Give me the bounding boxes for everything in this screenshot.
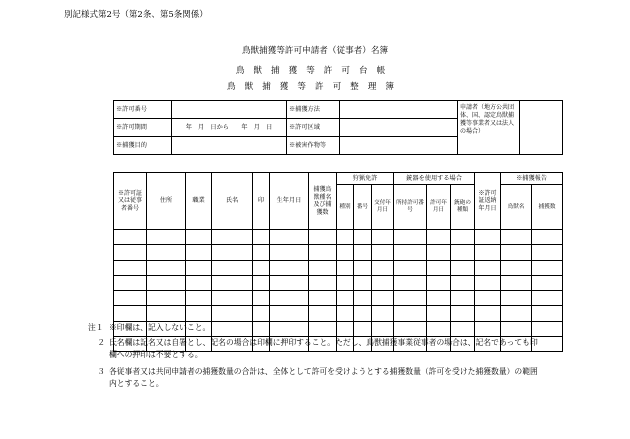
roster-cell[interactable]	[475, 291, 501, 306]
roster-cell[interactable]	[372, 291, 394, 306]
roster-cell[interactable]	[270, 306, 309, 321]
roster-cell[interactable]	[309, 275, 337, 290]
permit-period-label: ※許可期間	[114, 119, 172, 137]
roster-cell[interactable]	[147, 245, 186, 260]
roster-cell[interactable]	[147, 306, 186, 321]
roster-cell[interactable]	[337, 245, 354, 260]
roster-cell[interactable]	[186, 260, 212, 275]
note-1-text: ※印欄は、記入しないこと。	[109, 323, 211, 332]
roster-cell[interactable]	[354, 306, 372, 321]
capture-purpose-field[interactable]	[172, 137, 287, 155]
header-birthdate: 生年月日	[270, 173, 309, 230]
roster-cell[interactable]	[354, 291, 372, 306]
header-gun-permit-number: 所持許可番号	[394, 185, 427, 230]
roster-cell[interactable]	[253, 275, 270, 290]
roster-cell[interactable]	[475, 260, 501, 275]
roster-cell[interactable]	[212, 306, 253, 321]
roster-cell[interactable]	[501, 306, 532, 321]
header-name: 氏名	[212, 173, 253, 230]
roster-cell[interactable]	[337, 260, 354, 275]
roster-cell[interactable]	[451, 275, 475, 290]
roster-cell[interactable]	[270, 260, 309, 275]
roster-cell[interactable]	[114, 306, 147, 321]
roster-row	[114, 291, 563, 306]
title-register: 鳥獣捕獲等許可整理簿	[227, 82, 403, 92]
roster-row	[114, 230, 563, 245]
roster-cell[interactable]	[253, 260, 270, 275]
roster-cell[interactable]	[501, 275, 532, 290]
permit-number-field[interactable]	[172, 101, 287, 119]
title-roster: 鳥獣捕獲等許可申請者（従事者）名簿	[241, 46, 389, 56]
roster-row	[114, 245, 563, 260]
roster-cell[interactable]	[427, 245, 451, 260]
roster-cell[interactable]	[212, 245, 253, 260]
header-occupation: 職業	[186, 173, 212, 230]
roster-cell[interactable]	[186, 306, 212, 321]
roster-cell[interactable]	[394, 275, 427, 290]
roster-cell[interactable]	[394, 230, 427, 245]
header-report-species: 鳥獣名	[501, 185, 532, 230]
roster-cell[interactable]	[337, 306, 354, 321]
roster-cell[interactable]	[501, 291, 532, 306]
roster-cell[interactable]	[394, 291, 427, 306]
header-gun-type: 銃砲の種類	[451, 185, 475, 230]
permit-area-field[interactable]	[340, 119, 458, 137]
roster-cell[interactable]	[451, 306, 475, 321]
roster-cell[interactable]	[394, 306, 427, 321]
permit-summary-table	[113, 100, 563, 155]
roster-cell[interactable]	[114, 260, 147, 275]
roster-cell[interactable]	[253, 245, 270, 260]
roster-cell[interactable]	[354, 245, 372, 260]
roster-cell[interactable]	[501, 245, 532, 260]
roster-cell[interactable]	[501, 230, 532, 245]
permit-number-label: ※許可番号	[114, 101, 172, 119]
roster-cell[interactable]	[309, 291, 337, 306]
roster-cell[interactable]	[253, 306, 270, 321]
roster-cell[interactable]	[475, 245, 501, 260]
damaged-crops-field[interactable]	[340, 137, 458, 155]
roster-cell[interactable]	[114, 291, 147, 306]
roster-cell[interactable]	[212, 275, 253, 290]
roster-cell[interactable]	[147, 260, 186, 275]
roster-cell[interactable]	[532, 230, 563, 245]
roster-row	[114, 275, 563, 290]
title-ledger: 鳥獣捕獲等許可台帳	[235, 66, 395, 76]
note-3	[88, 366, 558, 391]
roster-cell[interactable]	[354, 230, 372, 245]
roster-cell[interactable]	[372, 245, 394, 260]
roster-cell[interactable]	[212, 291, 253, 306]
header-hunting-license: 狩猟免許	[337, 173, 394, 185]
roster-cell[interactable]	[186, 291, 212, 306]
roster-cell[interactable]	[501, 260, 532, 275]
roster-row	[114, 260, 563, 275]
roster-cell[interactable]	[270, 291, 309, 306]
capture-purpose-label: ※捕獲目的	[114, 137, 172, 155]
header-gun-permit-date: 許可年月日	[427, 185, 451, 230]
roster-cell[interactable]	[337, 230, 354, 245]
applicant-field[interactable]	[520, 101, 563, 155]
header-seal: 印	[253, 173, 270, 230]
roster-cell[interactable]	[532, 260, 563, 275]
header-capture-report: ※捕獲報告	[501, 173, 563, 185]
roster-cell[interactable]	[532, 245, 563, 260]
roster-cell[interactable]	[475, 306, 501, 321]
roster-cell[interactable]	[354, 275, 372, 290]
roster-cell[interactable]	[147, 230, 186, 245]
header-license-type: 種別	[337, 185, 354, 230]
roster-cell[interactable]	[532, 275, 563, 290]
header-report-count: 捕獲数	[532, 185, 563, 230]
roster-cell[interactable]	[253, 230, 270, 245]
roster-cell[interactable]	[212, 230, 253, 245]
note-2-text-line2: 欄への押印は不要とする。	[109, 350, 203, 360]
roster-cell[interactable]	[451, 291, 475, 306]
header-license-issue-date: 交付年月日	[372, 185, 394, 230]
roster-cell[interactable]	[309, 260, 337, 275]
roster-cell[interactable]	[114, 275, 147, 290]
roster-row	[114, 306, 563, 321]
form-label: 別記様式第2号（第2条、第5条関係）	[64, 10, 208, 20]
roster-cell[interactable]	[270, 275, 309, 290]
permit-period-field[interactable]: 年 月 日から 年 月 日	[172, 119, 287, 137]
roster-cell[interactable]	[337, 291, 354, 306]
roster-cell[interactable]	[270, 245, 309, 260]
roster-cell[interactable]	[270, 230, 309, 245]
roster-cell[interactable]	[309, 245, 337, 260]
roster-cell[interactable]	[186, 230, 212, 245]
note-2-number: ２	[97, 338, 105, 347]
header-species-count: 捕獲鳥獣種名及び捕獲数	[309, 173, 337, 230]
roster-cell[interactable]	[147, 275, 186, 290]
roster-cell[interactable]	[475, 230, 501, 245]
roster-cell[interactable]	[309, 230, 337, 245]
note-3-text-line2: 内とすること。	[109, 379, 164, 389]
applicant-label: 申請者（地方公共団体、国、認定鳥獣捕獲等事業者又は法人の場合）	[458, 101, 520, 155]
roster-cell[interactable]	[451, 230, 475, 245]
roster-cell[interactable]	[427, 230, 451, 245]
header-license-number: 番号	[354, 185, 372, 230]
roster-cell[interactable]	[532, 291, 563, 306]
roster-cell[interactable]	[337, 275, 354, 290]
note-2-text-line1: 氏名欄は記名又は自署とし、記名の場合は印欄に押印すること。ただし、鳥獣捕獲事業従事者の場合は、記名であっても印	[109, 338, 538, 347]
roster-cell[interactable]	[114, 245, 147, 260]
roster-cell[interactable]	[372, 306, 394, 321]
roster-cell[interactable]	[147, 291, 186, 306]
roster-cell[interactable]	[309, 306, 337, 321]
note-1-number: 注１	[88, 323, 104, 332]
note-2	[88, 337, 558, 362]
roster-cell[interactable]	[372, 275, 394, 290]
capture-method-label: ※捕獲方法	[287, 101, 340, 119]
header-return-date: ※許可証返納年月日	[475, 173, 501, 230]
note-3-text-line1: 各従事者又は共同申請者の捕獲数量の合計は、全体として許可を受けようとする捕獲数量（許可を受けた捕獲数量）の範囲	[109, 367, 538, 376]
roster-cell[interactable]	[532, 306, 563, 321]
roster-cell[interactable]	[212, 260, 253, 275]
roster-cell[interactable]	[451, 260, 475, 275]
note-3-number: ３	[97, 367, 105, 376]
header-gun-use: 銃器を使用する場合	[394, 173, 475, 185]
roster-cell[interactable]	[427, 275, 451, 290]
roster-cell[interactable]	[253, 291, 270, 306]
roster-cell[interactable]	[186, 245, 212, 260]
roster-cell[interactable]	[427, 260, 451, 275]
capture-method-field[interactable]	[340, 101, 458, 119]
roster-cell[interactable]	[394, 245, 427, 260]
roster-cell[interactable]	[427, 291, 451, 306]
permit-area-label: ※許可区域	[287, 119, 340, 137]
header-permit-id: ※許可証又は従事者番号	[114, 173, 147, 230]
roster-cell[interactable]	[451, 245, 475, 260]
roster-cell[interactable]	[186, 275, 212, 290]
roster-cell[interactable]	[427, 306, 451, 321]
roster-cell[interactable]	[372, 260, 394, 275]
note-1	[88, 322, 558, 334]
roster-cell[interactable]	[354, 260, 372, 275]
roster-cell[interactable]	[114, 230, 147, 245]
damaged-crops-label: ※被害作物等	[287, 137, 340, 155]
header-address: 住所	[147, 173, 186, 230]
roster-cell[interactable]	[372, 230, 394, 245]
roster-cell[interactable]	[394, 260, 427, 275]
roster-cell[interactable]	[475, 275, 501, 290]
